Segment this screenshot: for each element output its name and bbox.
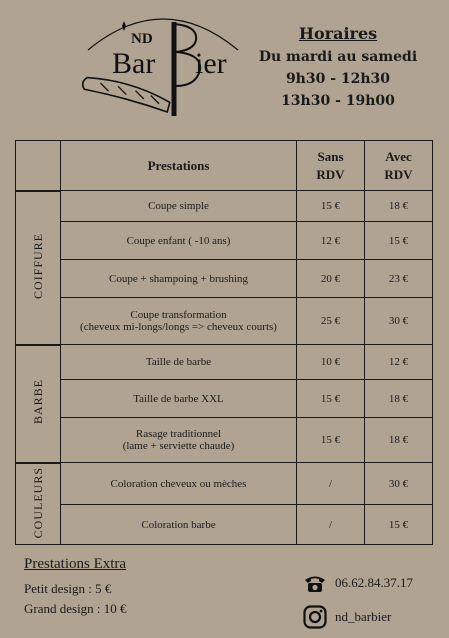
header-without-appointment: Sans RDV (297, 141, 365, 191)
table-row (16, 260, 433, 298)
service-name: Coupe enfant ( -10 ans) (61, 222, 297, 260)
header-service: Prestations (61, 141, 297, 191)
price-with: 15 € (365, 505, 433, 545)
opening-hours (258, 24, 418, 112)
price-table (15, 140, 433, 545)
header-blank (16, 141, 61, 191)
phone-icon (303, 571, 327, 595)
logo-nd: ND (131, 31, 153, 47)
service-name: Coloration barbe (61, 505, 297, 545)
price-without: 15 € (297, 418, 365, 463)
price-without: / (297, 505, 365, 545)
instagram-row (303, 604, 413, 630)
table-row (16, 222, 433, 260)
table-row (16, 191, 433, 222)
price-without: / (297, 463, 365, 505)
table-header-row (16, 141, 433, 191)
service-detail: (lame + serviette chaude) (122, 440, 235, 452)
price-with: 23 € (365, 260, 433, 298)
price-with: 18 € (365, 380, 433, 418)
service-name: Coupe + shampoing + brushing (61, 260, 297, 298)
phone-row (303, 570, 413, 596)
extra-title: Prestations Extra (24, 556, 127, 572)
extra-services (24, 556, 127, 619)
price-with: 30 € (365, 298, 433, 345)
service-title: Coupe transformation (130, 309, 227, 321)
table-row (16, 298, 433, 345)
hours-days: Du mardi au samedi (258, 49, 418, 65)
logo-ier: ier (195, 47, 227, 80)
hours-afternoon: 13h30 - 19h00 (281, 93, 395, 109)
table-row (16, 345, 433, 380)
price-without: 25 € (297, 298, 365, 345)
instagram-icon (303, 605, 327, 629)
header-with-appointment: Avec RDV (365, 141, 433, 191)
price-with: 18 € (365, 418, 433, 463)
price-with: 30 € (365, 463, 433, 505)
service-name: Coloration cheveux ou mèches (61, 463, 297, 505)
service-name: Taille de barbe (61, 345, 297, 380)
service-name: Taille de barbe XXL (61, 380, 297, 418)
service-detail: (cheveux mi-longs/longs => cheveux courts) (80, 321, 277, 333)
price-with: 15 € (365, 222, 433, 260)
hours-morning: 9h30 - 12h30 (285, 71, 391, 87)
service-name: Coupe simple (61, 191, 297, 222)
extra-item: Grand design : 10 € (24, 601, 127, 616)
category-coiffure: COIFFURE (16, 191, 61, 345)
price-without: 12 € (297, 222, 365, 260)
service-name (61, 298, 297, 345)
price-without: 15 € (297, 191, 365, 222)
service-name (61, 418, 297, 463)
price-without: 10 € (297, 345, 365, 380)
price-with: 12 € (365, 345, 433, 380)
table-row (16, 463, 433, 505)
extra-item: Petit design : 5 € (24, 581, 112, 596)
price-without: 20 € (297, 260, 365, 298)
table-row (16, 380, 433, 418)
hours-title: Horaires (298, 24, 378, 43)
contact-info (303, 570, 413, 638)
service-title: Rasage traditionnel (135, 428, 222, 440)
price-without: 15 € (297, 380, 365, 418)
instagram-handle: nd_barbier (335, 609, 392, 624)
logo (78, 8, 248, 123)
phone-number: 06.62.84.37.17 (335, 575, 413, 590)
table-row (16, 418, 433, 463)
category-couleurs: COULEURS (16, 463, 61, 545)
category-barbe: BARBE (16, 345, 61, 463)
price-with: 18 € (365, 191, 433, 222)
table-row (16, 505, 433, 545)
logo-bar: Bar (112, 47, 156, 80)
